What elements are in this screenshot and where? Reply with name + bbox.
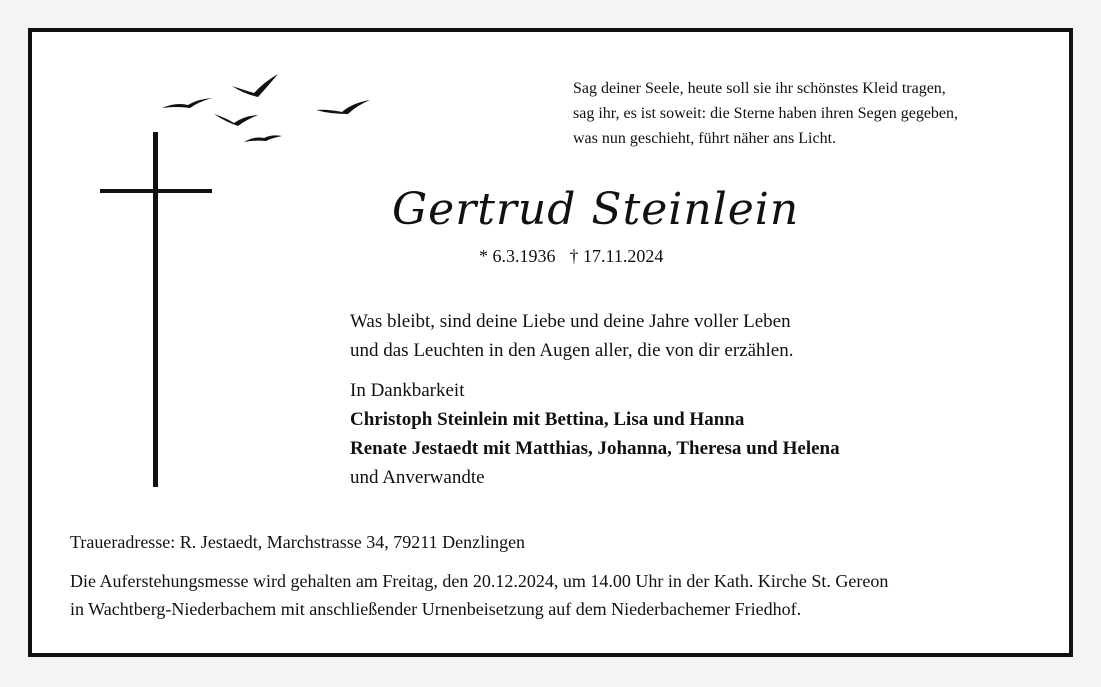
obituary-card bbox=[28, 28, 1073, 657]
deceased-name: Gertrud Steinlein bbox=[392, 184, 800, 235]
birth-date: * 6.3.1936 bbox=[479, 246, 556, 266]
mourner-family-1: Christoph Steinlein mit Bettina, Lisa und Hanna bbox=[350, 409, 745, 430]
motto-line: sag ihr, es ist soweit: die Sterne haben ihren Segen gegeben, bbox=[573, 105, 959, 122]
motto-line: Sag deiner Seele, heute soll sie ihr schönstes Kleid tragen, bbox=[573, 80, 946, 97]
verse-line: und das Leuchten in den Augen aller, die von dir erzählen. bbox=[350, 340, 794, 361]
service-line: in Wachtberg-Niederbachem mit anschließender Urnenbeisetzung auf dem Niederbachemer Friedhof. bbox=[70, 599, 802, 619]
mourners bbox=[350, 376, 840, 492]
mourners-intro: In Dankbarkeit bbox=[350, 380, 465, 401]
motto-line: was nun geschieht, führt näher ans Licht. bbox=[573, 130, 837, 147]
service-info bbox=[70, 567, 888, 623]
mourners-closing: und Anverwandte bbox=[350, 467, 485, 488]
verse-line: Was bleibt, sind deine Liebe und deine Jahre voller Leben bbox=[350, 311, 791, 332]
mourning-address: Traueradresse: R. Jestaedt, Marchstrasse 34, 79211 Denzlingen bbox=[70, 532, 526, 552]
death-date: † 17.11.2024 bbox=[569, 246, 664, 266]
verse bbox=[350, 307, 793, 365]
life-dates bbox=[479, 246, 663, 267]
mourner-family-2: Renate Jestaedt mit Matthias, Johanna, Theresa und Helena bbox=[350, 438, 840, 459]
motto bbox=[573, 76, 958, 151]
service-line: Die Auferstehungsmesse wird gehalten am Freitag, den 20.12.2024, um 14.00 Uhr in der Kath. Kirche St. Gereon bbox=[70, 571, 889, 591]
cross-icon bbox=[100, 132, 216, 492]
